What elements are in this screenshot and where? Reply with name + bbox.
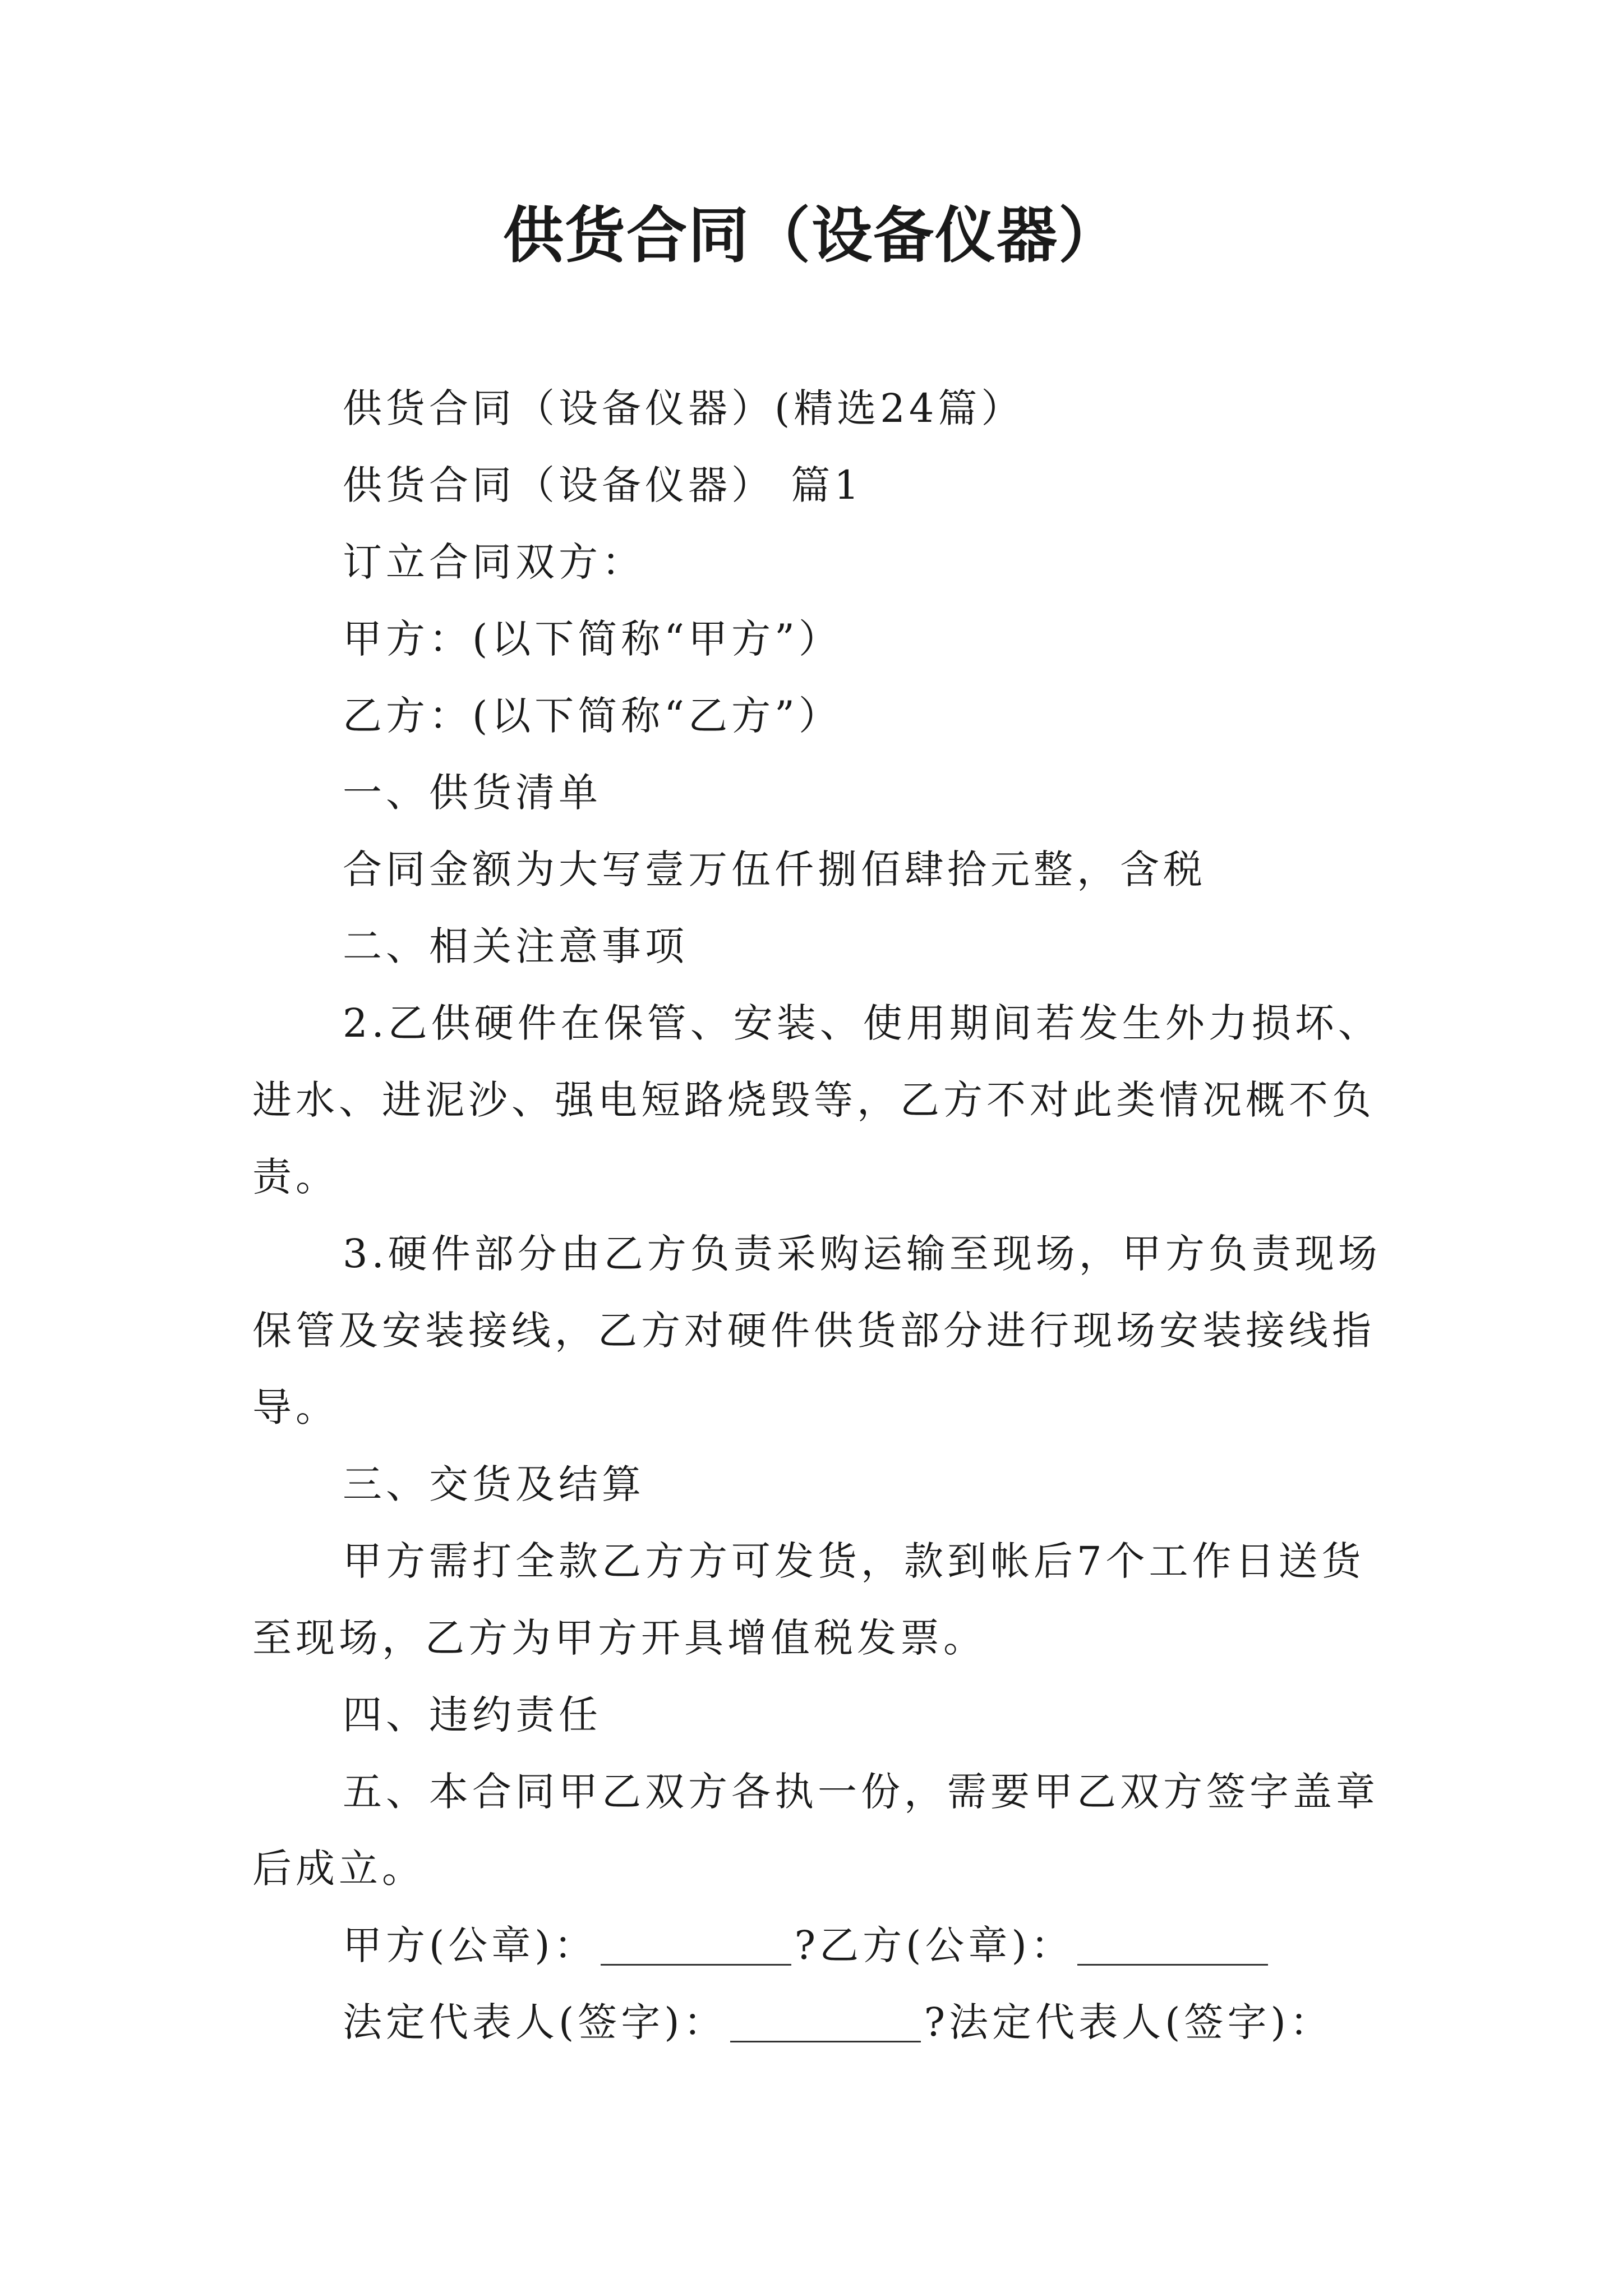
paragraph-party-a: 甲方：(以下简称“甲方”） bbox=[343, 616, 842, 662]
signature-separator: ? bbox=[924, 1999, 949, 2045]
section-heading-notes: 二、相关注意事项 bbox=[343, 923, 688, 969]
paragraph-party-b: 乙方：(以下简称“乙方”） bbox=[343, 693, 842, 739]
signature-separator: ? bbox=[794, 1922, 820, 1968]
section-heading-supply-list: 一、供货清单 bbox=[343, 770, 602, 816]
signature-label-party-b-seal: 乙方(公章)： bbox=[819, 1922, 1074, 1968]
section-heading-liability: 四、违约责任 bbox=[343, 1692, 602, 1738]
signature-line-representative bbox=[252, 1984, 1385, 2061]
signature-line-seal bbox=[252, 1907, 1385, 1984]
section-heading-delivery-settlement: 三、交货及结算 bbox=[343, 1461, 645, 1507]
paragraph-note-2: 2.乙供硬件在保管、安装、使用期间若发生外力损坏、进水、进泥沙、强电短路烧毁等，乙方不对此类情况概不负责。 bbox=[252, 1000, 1381, 1200]
signature-label-party-a-seal: 甲方(公章)： bbox=[343, 1922, 597, 1968]
paragraph-note-3: 3.硬件部分由乙方负责采购运输至现场，甲方负责现场保管及安装接线，乙方对硬件供货部分进行现场安装接线指导。 bbox=[252, 1231, 1381, 1430]
signature-blank-party-a-seal bbox=[601, 1925, 791, 1966]
signature-blank-party-b-seal bbox=[1077, 1925, 1268, 1966]
paragraph-parties-intro: 订立合同双方： bbox=[343, 539, 645, 585]
document-body bbox=[252, 370, 1385, 2061]
paragraph-chapter-heading: 供货合同（设备仪器） 篇1 bbox=[343, 462, 863, 508]
document-title: 供货合同（设备仪器） bbox=[502, 200, 1120, 271]
paragraph-copies-clause: 五、本合同甲乙双方各执一份，需要甲乙双方签字盖章后成立。 bbox=[252, 1769, 1379, 1892]
signature-blank-party-a-representative bbox=[730, 2001, 921, 2042]
paragraph-collection-title: 供货合同（设备仪器）(精选24篇） bbox=[343, 385, 1025, 431]
paragraph-delivery-terms: 甲方需打全款乙方方可发货，款到帐后7个工作日送货至现场，乙方为甲方开具增值税发票。 bbox=[252, 1538, 1365, 1661]
signature-label-party-a-representative: 法定代表人(签字)： bbox=[343, 1999, 727, 2045]
signature-label-party-b-representative: 法定代表人(签字)： bbox=[949, 1999, 1333, 2045]
paragraph-contract-amount: 合同金额为大写壹万伍仟捌佰肆拾元整，含税 bbox=[343, 846, 1206, 892]
